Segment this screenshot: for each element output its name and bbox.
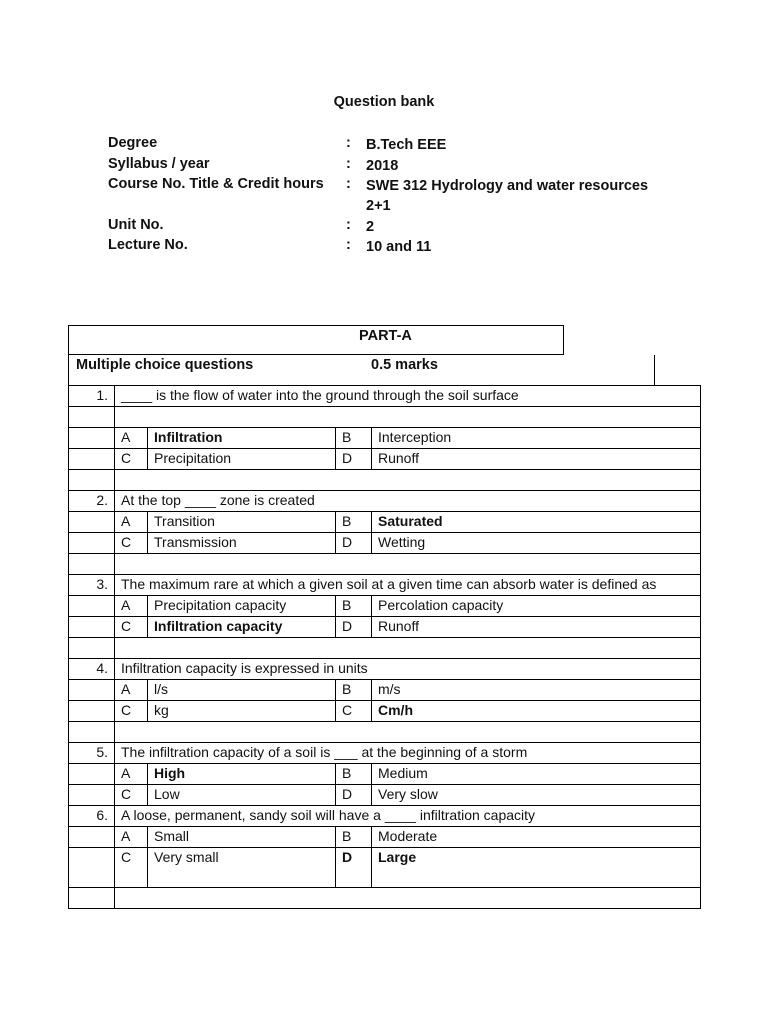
option-letter: D <box>336 449 372 470</box>
spacer-row <box>69 470 701 491</box>
option-row <box>69 785 701 806</box>
option-letter: B <box>336 596 372 617</box>
meta-colon: : <box>346 135 351 151</box>
option-text: Transmission <box>148 533 336 554</box>
option-row <box>69 512 701 533</box>
option-text: Saturated <box>372 512 701 533</box>
question-row <box>69 491 701 512</box>
option-text: Wetting <box>372 533 701 554</box>
option-text: Medium <box>372 764 701 785</box>
option-letter: D <box>336 848 372 888</box>
option-text: Very small <box>148 848 336 888</box>
meta-label: Course No. Title & Credit hours <box>108 176 324 192</box>
option-letter: D <box>336 533 372 554</box>
option-letter: C <box>115 617 148 638</box>
option-letter: A <box>115 764 148 785</box>
meta-colon: : <box>346 237 351 253</box>
option-letter: A <box>115 428 148 449</box>
part-label: PART-A <box>359 328 412 344</box>
part-header <box>68 325 564 355</box>
option-letter: B <box>336 428 372 449</box>
option-text: Infiltration <box>148 428 336 449</box>
option-text: Infiltration capacity <box>148 617 336 638</box>
question-number: 5. <box>69 743 115 764</box>
option-text: Small <box>148 827 336 848</box>
option-letter: C <box>115 533 148 554</box>
option-row <box>69 533 701 554</box>
option-text: Interception <box>372 428 701 449</box>
option-text: Low <box>148 785 336 806</box>
question-stem: ____ is the flow of water into the ground through the soil surface <box>115 386 701 407</box>
spacer-row <box>69 888 701 909</box>
option-text: Moderate <box>372 827 701 848</box>
option-letter: C <box>115 785 148 806</box>
question-row <box>69 659 701 680</box>
option-text: kg <box>148 701 336 722</box>
question-row <box>69 743 701 764</box>
option-letter: C <box>115 848 148 888</box>
question-number: 6. <box>69 806 115 827</box>
meta-value: SWE 312 Hydrology and water resources 2+1 <box>366 178 649 214</box>
question-stem: At the top ____ zone is created <box>115 491 701 512</box>
option-row <box>69 428 701 449</box>
option-row <box>69 827 701 848</box>
option-text: Runoff <box>372 449 701 470</box>
option-row <box>69 680 701 701</box>
meta-label: Degree <box>108 135 158 151</box>
option-letter: B <box>336 764 372 785</box>
option-text: Precipitation <box>148 449 336 470</box>
option-row <box>69 848 701 888</box>
option-text: Very slow <box>372 785 701 806</box>
option-text: Percolation capacity <box>372 596 701 617</box>
option-text: l/s <box>148 680 336 701</box>
option-letter: D <box>336 785 372 806</box>
option-text: Cm/h <box>372 701 701 722</box>
question-row <box>69 806 701 827</box>
option-letter: B <box>336 827 372 848</box>
option-row <box>69 596 701 617</box>
document-title: Question bank <box>333 94 435 110</box>
meta-label: Unit No. <box>108 217 164 233</box>
spacer-row <box>69 407 701 428</box>
option-letter: A <box>115 512 148 533</box>
meta-colon: : <box>346 217 351 233</box>
question-table <box>68 385 701 909</box>
option-text: Precipitation capacity <box>148 596 336 617</box>
meta-colon: : <box>346 156 351 172</box>
section-label: Multiple choice questions <box>76 357 254 373</box>
question-number: 1. <box>69 386 115 407</box>
meta-label: Lecture No. <box>108 237 188 253</box>
option-text: High <box>148 764 336 785</box>
spacer-row <box>69 554 701 575</box>
option-row <box>69 449 701 470</box>
option-row <box>69 701 701 722</box>
meta-value: 2 <box>366 219 375 235</box>
meta-value: 2018 <box>366 158 399 174</box>
meta-label: Syllabus / year <box>108 156 210 172</box>
option-row <box>69 617 701 638</box>
question-number: 4. <box>69 659 115 680</box>
option-text: Transition <box>148 512 336 533</box>
question-number: 2. <box>69 491 115 512</box>
question-stem: Infiltration capacity is expressed in units <box>115 659 701 680</box>
option-letter: C <box>115 701 148 722</box>
option-letter: C <box>336 701 372 722</box>
option-letter: B <box>336 680 372 701</box>
section-marks: 0.5 marks <box>371 357 438 373</box>
question-row <box>69 575 701 596</box>
option-letter: A <box>115 680 148 701</box>
option-letter: D <box>336 617 372 638</box>
option-text: Large <box>372 848 701 888</box>
option-letter: C <box>115 449 148 470</box>
option-letter: A <box>115 827 148 848</box>
option-row <box>69 764 701 785</box>
option-letter: A <box>115 596 148 617</box>
option-text: m/s <box>372 680 701 701</box>
question-number: 3. <box>69 575 115 596</box>
meta-value: 10 and 11 <box>366 239 432 255</box>
section-header <box>68 355 655 386</box>
question-row <box>69 386 701 407</box>
option-text: Runoff <box>372 617 701 638</box>
spacer-row <box>69 638 701 659</box>
meta-colon: : <box>346 176 351 192</box>
question-stem: The infiltration capacity of a soil is ___ at the beginning of a storm <box>115 743 701 764</box>
question-stem: The maximum rare at which a given soil at a given time can absorb water is defined as <box>115 575 701 596</box>
question-stem: A loose, permanent, sandy soil will have a ____ infiltration capacity <box>115 806 701 827</box>
option-letter: B <box>336 512 372 533</box>
meta-value: B.Tech EEE <box>366 137 447 153</box>
spacer-row <box>69 722 701 743</box>
